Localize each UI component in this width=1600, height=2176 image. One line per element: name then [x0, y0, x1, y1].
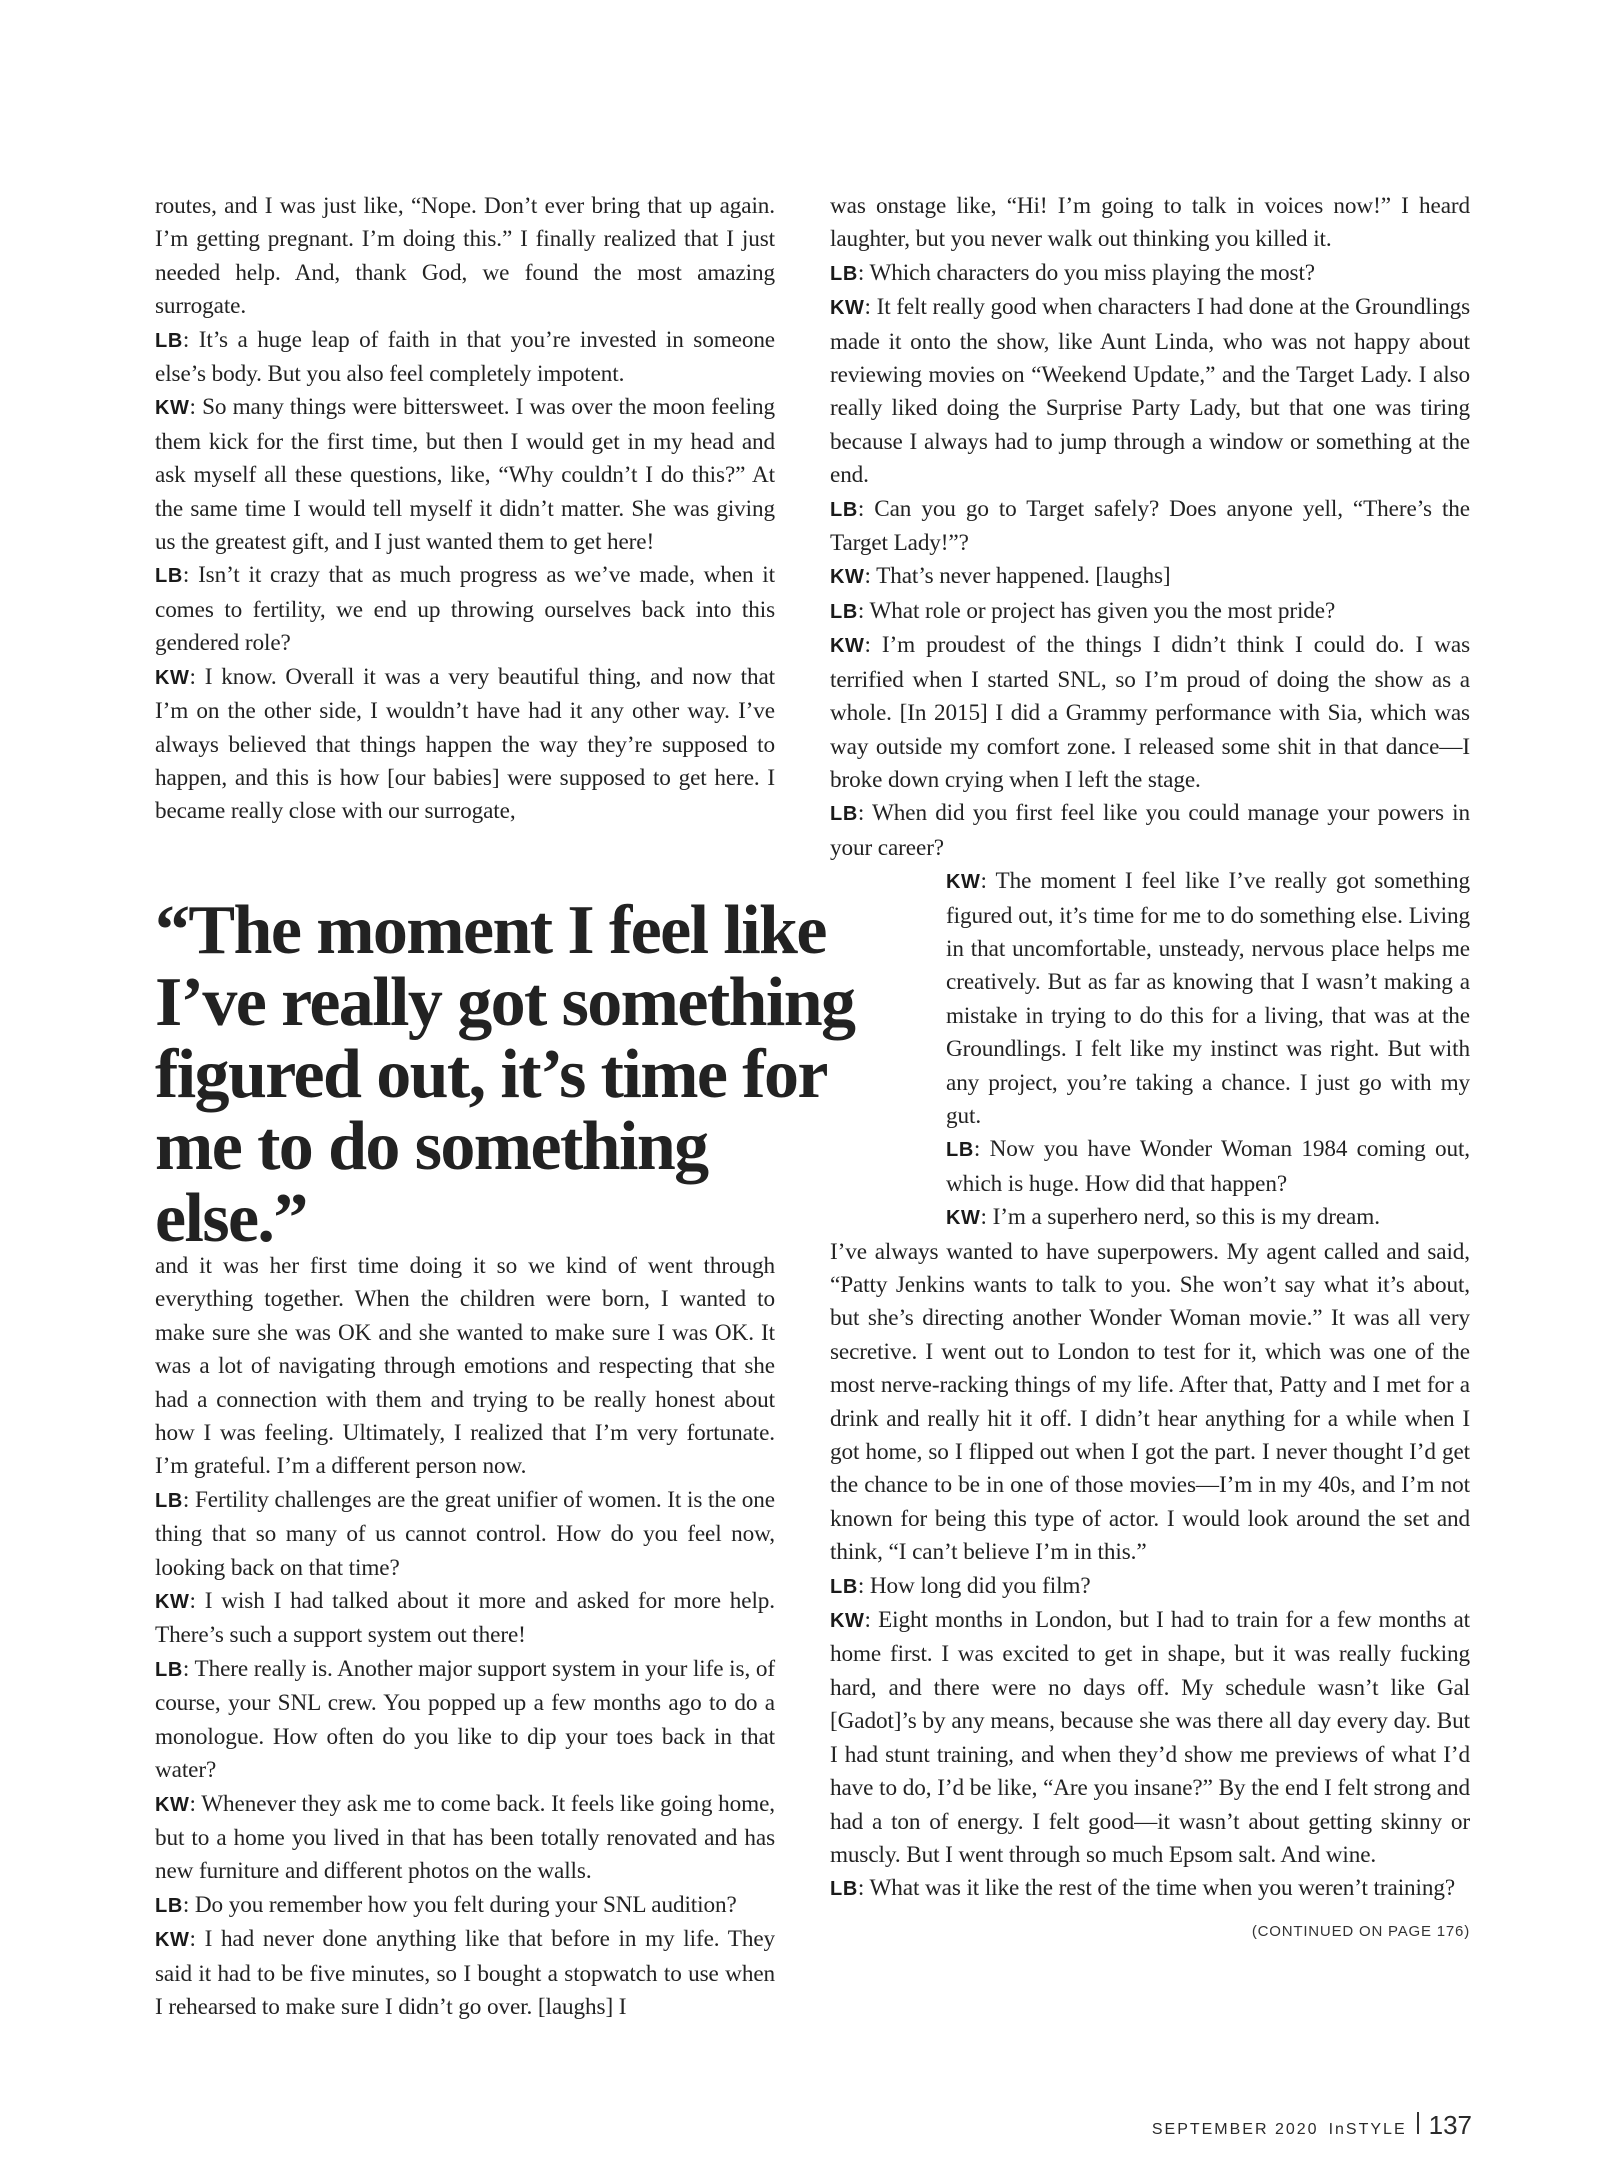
paragraph-text: : Eight months in London, but I had to train for a few months at home first. I was excited to get in shape, but it was really fucking hard, and there were no days off. My schedule wasn’t like Gal [Gadot]’s by any means, because she was there all day every day. But I had stunt training, and when they’d show me previews of what I’d have to do, I’d be like, “Are you insane?” By the end I felt strong and had a ton of energy. I felt good—it wasn’t about getting skinny or muscly. But I went through so much Epsom salt. And wine. — [830, 1607, 1470, 1868]
speaker-initials: LB — [830, 1575, 858, 1598]
paragraph-text: : I know. Overall it was a very beautiful thing, and now that I’m on the other side, I wouldn’t have had it any other way. I’ve always believed that things happen the way they’re supposed to happen, and this is how [our babies] were supposed to get here. I became really close with our surrogate, — [155, 663, 775, 825]
paragraph — [155, 1788, 775, 1889]
paragraph-text: : I’m a superhero nerd, so this is my dream. — [980, 1204, 1380, 1231]
paragraph — [155, 391, 775, 559]
paragraph — [830, 257, 1470, 291]
paragraph — [830, 797, 1470, 865]
right-column-bottom — [830, 1236, 1470, 1907]
speaker-initials: LB — [155, 1658, 183, 1681]
paragraph-text: : Do you remember how you felt during your SNL audition? — [182, 1891, 737, 1918]
paragraph-text: : Which characters do you miss playing the most? — [857, 259, 1316, 286]
speaker-initials: LB — [830, 803, 858, 826]
speaker-initials: LB — [830, 498, 858, 521]
paragraph-text: was onstage like, “Hi! I’m going to talk in voices now!” I heard laughter, but you never walk out thinking you killed it. — [830, 193, 1470, 253]
speaker-initials: LB — [830, 262, 858, 285]
paragraph-text: : Isn’t it crazy that as much progress as we’ve made, when it comes to fertility, we end up throwing ourselves back into this gendered role? — [155, 562, 775, 657]
right-column-top — [830, 190, 1470, 865]
paragraph-text: routes, and I was just like, “Nope. Don’t ever bring that up again. I’m getting pregnant. I’m doing this.” I finally realized that I just needed help. And, thank God, we found the most amazing surrogate. — [155, 193, 775, 320]
paragraph-text: : That’s never happened. [laughs] — [864, 563, 1171, 590]
paragraph — [830, 1236, 1470, 1570]
paragraph-text: : I wish I had talked about it more and asked for more help. There’s such a support system out there! — [155, 1588, 775, 1649]
paragraph-text: : How long did you film? — [857, 1572, 1091, 1599]
paragraph — [946, 1133, 1470, 1201]
paragraph — [946, 865, 1470, 1133]
paragraph-text: : It’s a huge leap of faith in that you’re invested in someone else’s body. But you also feel completely impotent. — [155, 326, 775, 388]
paragraph-text: : It felt really good when characters I had done at the Groundlings made it onto the show, like Aunt Linda, who was not happy about reviewing movies on “Weekend Update,” and the Target Lady. I also really liked doing the Surprise Party Lady, but that one was tiring because I always had to jump through a window or something at the end. — [830, 294, 1470, 489]
paragraph — [155, 324, 775, 392]
speaker-initials: KW — [830, 566, 865, 589]
speaker-initials: KW — [830, 635, 865, 658]
paragraph-text: : There really is. Another major support system in your life is, of course, your SNL crew. You popped up a few months ago to do a monologue. How often do you like to dip your toes back in that water? — [155, 1655, 775, 1784]
paragraph — [830, 595, 1470, 629]
magazine-name: InSTYLE — [1328, 2121, 1407, 2138]
page-footer — [1152, 2110, 1472, 2141]
speaker-initials: LB — [830, 600, 858, 623]
paragraph — [155, 559, 775, 660]
left-column-bottom — [155, 1250, 775, 2024]
paragraph — [155, 661, 775, 829]
footer-divider — [1417, 2112, 1419, 2134]
paragraph — [155, 1923, 775, 2024]
speaker-initials: KW — [155, 1591, 190, 1614]
paragraph-text: : Fertility challenges are the great unifier of women. It is the one thing that so many of us cannot control. How do you feel now, looking back on that time? — [155, 1486, 775, 1581]
paragraph — [155, 190, 775, 324]
speaker-initials: KW — [830, 1610, 865, 1633]
paragraph — [155, 1250, 775, 1484]
paragraph — [830, 1872, 1470, 1906]
paragraph-text: : I had never done anything like that before in my life. They said it had to be five minutes, so I bought a stopwatch to use when I rehearsed to make sure I didn’t go over. [laughs] I — [155, 1926, 775, 2020]
speaker-initials: LB — [830, 1878, 858, 1901]
speaker-initials: LB — [155, 1489, 183, 1512]
paragraph-text: I’ve always wanted to have superpowers. My agent called and said, “Patty Jenkins wants to talk to you. She won’t say what it’s about, but she’s directing another Wonder Woman movie.” It was all very secretive. I went out to London to test for it, which was one of the most nerve-racking things of my life. After that, Patty and I met for a drink and really hit it off. I didn’t hear anything for a while when I got home, so I flipped out when I got the part. I never thought I’d get the chance to be in one of those movies—I’m in my 40s, and I’m not known for being this type of actor. I would look around the set and think, “I can’t believe I’m in this.” — [830, 1238, 1470, 1566]
right-column — [830, 190, 1470, 1948]
paragraph-text: : So many things were bittersweet. I was over the moon feeling them kick for the first time, but then I would get in my head and ask myself all these questions, like, “Why couldn’t I do this?” At the same time I would tell myself it didn’t matter. She was giving us the greatest gift, and I just wanted them to get here! — [155, 394, 775, 556]
paragraph-text: : When did you first feel like you could manage your powers in your career? — [830, 800, 1470, 861]
speaker-initials: KW — [946, 1207, 981, 1230]
right-column-indented — [946, 865, 1470, 1235]
paragraph-text: and it was her first time doing it so we kind of went through everything together. When the children were born, I wanted to make sure she was OK and she wanted to make sure I was OK. It was a lot of navigating through emotions and respecting that she had a connection with them and trying to be really honest about how I was feeling. Ultimately, I realized that I’m very fortunate. I’m grateful. I’m a different person now. — [155, 1253, 775, 1480]
paragraph-text: : What was it like the rest of the time when you weren’t training? — [857, 1875, 1456, 1902]
speaker-initials: LB — [155, 1894, 183, 1917]
issue-date: SEPTEMBER 2020 — [1151, 2121, 1319, 2138]
paragraph-text: : What role or project has given you the most pride? — [857, 597, 1336, 624]
speaker-initials: KW — [830, 297, 865, 320]
speaker-initials: KW — [155, 666, 190, 689]
speaker-initials: LB — [155, 565, 183, 588]
paragraph — [946, 1201, 1470, 1235]
paragraph — [155, 1585, 775, 1653]
paragraph — [830, 560, 1470, 594]
paragraph — [830, 1570, 1470, 1604]
paragraph-text: : Now you have Wonder Woman 1984 coming out, which is huge. How did that happen? — [946, 1136, 1470, 1197]
speaker-initials: KW — [155, 1929, 190, 1952]
continued-note: (CONTINUED ON PAGE 176) — [1251, 1922, 1470, 1940]
paragraph — [155, 1484, 775, 1585]
paragraph-text: : Can you go to Target safely? Does anyone yell, “There’s the Target Lady!”? — [830, 495, 1470, 557]
paragraph — [830, 493, 1470, 561]
paragraph — [830, 1604, 1470, 1872]
speaker-initials: KW — [155, 1793, 190, 1816]
paragraph — [830, 190, 1470, 257]
page-number: 137 — [1428, 2110, 1472, 2140]
paragraph — [155, 1889, 775, 1923]
paragraph — [830, 629, 1470, 797]
paragraph — [830, 291, 1470, 492]
speaker-initials: LB — [155, 329, 183, 352]
left-column-top — [155, 190, 775, 829]
paragraph-text: : Whenever they ask me to come back. It feels like going home, but to a home you lived in that has been totally renovated and has new furniture and different photos on the walls. — [155, 1790, 775, 1885]
paragraph — [155, 1653, 775, 1788]
paragraph-text: : I’m proudest of the things I didn’t think I could do. I was terrified when I started SNL, so I’m proud of doing the show as a whole. [In 2015] I did a Grammy performance with Sia, which was way outside my comfort zone. I released some shit in that dance—I broke down crying when I left the stage. — [830, 632, 1470, 793]
speaker-initials: KW — [155, 397, 190, 420]
speaker-initials: KW — [946, 871, 981, 894]
paragraph-text: : The moment I feel like I’ve really got something figured out, it’s time for me to do something else. Living in that uncomfortable, unsteady, nervous place helps me creatively. But as far as knowing that I wasn’t making a mistake in trying to do this for a living, that was at the Groundlings. I felt like my instinct was right. But with any project, you’re taking a chance. I just go with my gut. — [946, 868, 1470, 1129]
pull-quote: “The moment I feel like I’ve really got something figured out, it’s time for me to do something else.” — [155, 892, 855, 1257]
speaker-initials: LB — [946, 1139, 974, 1162]
